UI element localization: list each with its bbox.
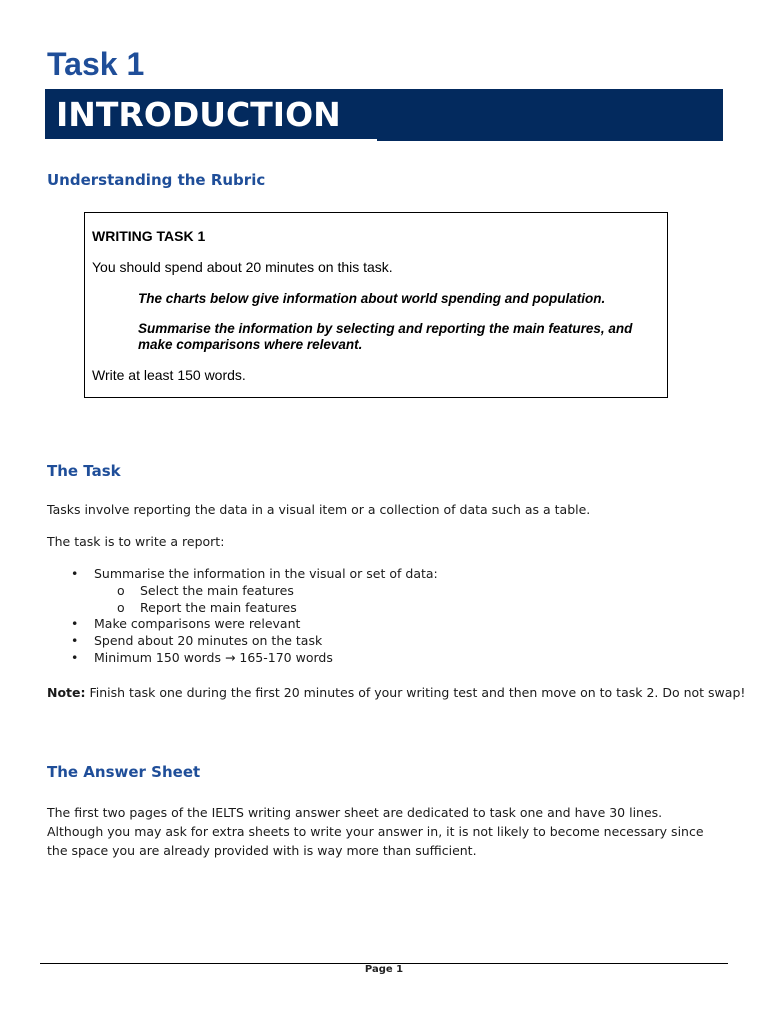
introduction-banner	[45, 89, 723, 141]
note-text: Finish task one during the first 20 minutes of your writing test and then move on to task 2. Do not swap!	[85, 685, 746, 700]
list-item-text: Make comparisons were relevant	[94, 616, 301, 632]
list-item-text: Report the main features	[140, 599, 297, 615]
bullet-icon: •	[71, 566, 79, 581]
rubric-title: WRITING TASK 1	[92, 228, 206, 244]
rubric-box	[84, 212, 668, 398]
bullet-icon: •	[71, 616, 79, 632]
bullet-icon: •	[71, 649, 79, 665]
list-item-text: Spend about 20 minutes on the task	[94, 633, 323, 649]
task-heading: The Task	[47, 462, 121, 480]
answer-sheet-heading: The Answer Sheet	[47, 763, 201, 781]
sub-bullet-icon: o	[117, 582, 125, 598]
list-item	[47, 650, 647, 667]
sub-bullet-icon: o	[117, 599, 125, 615]
list-item	[47, 583, 647, 600]
task-title: Task 1	[47, 46, 145, 82]
note-label: Note:	[47, 685, 86, 700]
rubric-instruction-2: Summarise the information by selecting and reporting the main features, and make comparisons where relevant.	[138, 321, 633, 352]
banner-text: INTRODUCTION	[56, 95, 341, 134]
list-item	[47, 633, 647, 650]
task-paragraph-2: The task is to write a report:	[47, 534, 225, 549]
bullet-icon: •	[71, 633, 79, 649]
rubric-heading: Understanding the Rubric	[47, 171, 266, 189]
page-number: Page 1	[364, 964, 404, 975]
list-item-text: Summarise the information in the visual or set of data:	[94, 566, 438, 581]
rubric-time-line: You should spend about 20 minutes on this task.	[92, 259, 393, 275]
banner-underline	[45, 139, 377, 141]
list-item	[47, 566, 647, 583]
list-item	[47, 616, 647, 633]
list-item	[47, 600, 647, 617]
list-item-text: Select the main features	[140, 582, 294, 598]
rubric-instruction-1: The charts below give information about world spending and population.	[138, 291, 606, 306]
list-item-text: Minimum 150 words → 165-170 words	[94, 649, 333, 665]
rubric-word-line: Write at least 150 words.	[92, 367, 246, 383]
task-paragraph-1: Tasks involve reporting the data in a visual item or a collection of data such as a table.	[47, 502, 591, 517]
answer-sheet-paragraph: The first two pages of the IELTS writing answer sheet are dedicated to task one and have 30 lines. Although you may ask for extra sheets to write your answer in, it is not likely to become necessary since the space you are already provided with is way more than sufficient.	[47, 805, 704, 858]
task-bullet-list	[47, 566, 647, 667]
note-paragraph	[47, 683, 747, 702]
